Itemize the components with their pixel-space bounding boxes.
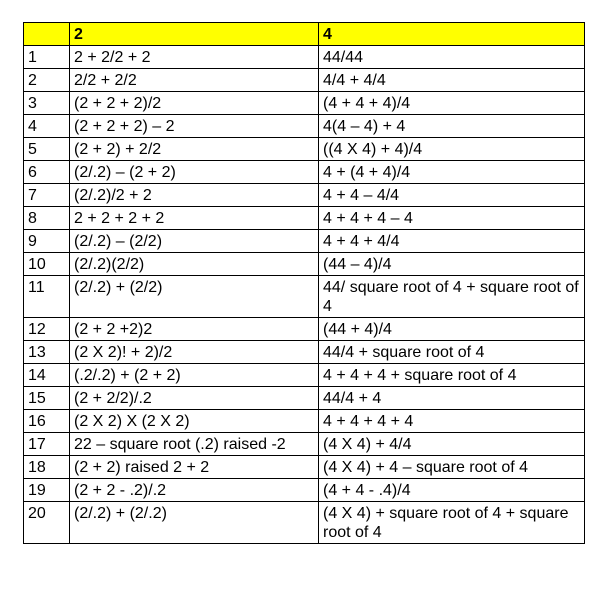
row-number-cell: 12: [24, 318, 70, 341]
two-expression-cell: (2 + 2 + 2)/2: [70, 92, 319, 115]
four-expression-cell: (4 X 4) + 4/4: [319, 433, 585, 456]
four-expression-cell: 4 + 4 + 4 – 4: [319, 207, 585, 230]
table-row: [24, 230, 585, 253]
two-expression-cell: (2 + 2) raised 2 + 2: [70, 456, 319, 479]
row-number-cell: 10: [24, 253, 70, 276]
two-expression-cell: (2 X 2) X (2 X 2): [70, 410, 319, 433]
table-row: [24, 276, 585, 318]
two-expression-cell: (2 + 2 + 2) – 2: [70, 115, 319, 138]
row-number-cell: 20: [24, 502, 70, 544]
two-expression-cell: (2 X 2)! + 2)/2: [70, 341, 319, 364]
four-expression-cell: 44/4 + square root of 4: [319, 341, 585, 364]
expressions-table: [23, 22, 585, 544]
two-expression-cell: (2 + 2 - .2)/.2: [70, 479, 319, 502]
table-row: [24, 92, 585, 115]
four-expression-cell: 4 + 4 + 4/4: [319, 230, 585, 253]
table-row: [24, 364, 585, 387]
row-number-cell: 2: [24, 69, 70, 92]
table-row: [24, 502, 585, 544]
row-number-cell: 16: [24, 410, 70, 433]
table-row: [24, 318, 585, 341]
two-expression-cell: (2/.2) + (2/2): [70, 276, 319, 318]
four-expression-cell: (4 X 4) + square root of 4 + square root of 4: [319, 502, 585, 544]
table-row: [24, 479, 585, 502]
header-number: [24, 23, 70, 46]
four-expression-cell: (4 X 4) + 4 – square root of 4: [319, 456, 585, 479]
two-expression-cell: (2 + 2/2)/.2: [70, 387, 319, 410]
table-row: [24, 410, 585, 433]
two-expression-cell: (2/.2)/2 + 2: [70, 184, 319, 207]
four-expression-cell: 44/44: [319, 46, 585, 69]
row-number-cell: 19: [24, 479, 70, 502]
row-number-cell: 14: [24, 364, 70, 387]
four-expression-cell: 4 + 4 + 4 + 4: [319, 410, 585, 433]
four-expression-cell: 44/4 + 4: [319, 387, 585, 410]
table-row: [24, 138, 585, 161]
two-expression-cell: (2/.2) + (2/.2): [70, 502, 319, 544]
row-number-cell: 7: [24, 184, 70, 207]
two-expression-cell: (2 + 2) + 2/2: [70, 138, 319, 161]
four-expression-cell: 4/4 + 4/4: [319, 69, 585, 92]
four-expression-cell: 4 + 4 + 4 + square root of 4: [319, 364, 585, 387]
two-expression-cell: 22 – square root (.2) raised -2: [70, 433, 319, 456]
row-number-cell: 3: [24, 92, 70, 115]
table-row: [24, 341, 585, 364]
four-expression-cell: (44 – 4)/4: [319, 253, 585, 276]
four-expression-cell: 4 + (4 + 4)/4: [319, 161, 585, 184]
table-row: [24, 387, 585, 410]
table-row: [24, 433, 585, 456]
four-expression-cell: 44/ square root of 4 + square root of 4: [319, 276, 585, 318]
four-expression-cell: (4 + 4 - .4)/4: [319, 479, 585, 502]
row-number-cell: 6: [24, 161, 70, 184]
four-expression-cell: 4(4 – 4) + 4: [319, 115, 585, 138]
row-number-cell: 18: [24, 456, 70, 479]
row-number-cell: 17: [24, 433, 70, 456]
four-expression-cell: ((4 X 4) + 4)/4: [319, 138, 585, 161]
two-expression-cell: 2 + 2/2 + 2: [70, 46, 319, 69]
table-row: [24, 69, 585, 92]
two-expression-cell: (2/.2) – (2 + 2): [70, 161, 319, 184]
two-expression-cell: (2/.2)(2/2): [70, 253, 319, 276]
row-number-cell: 5: [24, 138, 70, 161]
table-row: [24, 115, 585, 138]
table-row: [24, 207, 585, 230]
table-row: [24, 456, 585, 479]
row-number-cell: 15: [24, 387, 70, 410]
row-number-cell: 11: [24, 276, 70, 318]
table-row: [24, 253, 585, 276]
two-expression-cell: (.2/.2) + (2 + 2): [70, 364, 319, 387]
table-body: [24, 46, 585, 544]
row-number-cell: 4: [24, 115, 70, 138]
header-two: 2: [70, 23, 319, 46]
table-row: [24, 46, 585, 69]
row-number-cell: 13: [24, 341, 70, 364]
row-number-cell: 9: [24, 230, 70, 253]
row-number-cell: 1: [24, 46, 70, 69]
row-number-cell: 8: [24, 207, 70, 230]
two-expression-cell: 2 + 2 + 2 + 2: [70, 207, 319, 230]
header-four: 4: [319, 23, 585, 46]
four-expression-cell: 4 + 4 – 4/4: [319, 184, 585, 207]
header-row: [24, 23, 585, 46]
two-expression-cell: (2/.2) – (2/2): [70, 230, 319, 253]
table-row: [24, 161, 585, 184]
four-expression-cell: (44 + 4)/4: [319, 318, 585, 341]
two-expression-cell: 2/2 + 2/2: [70, 69, 319, 92]
four-expression-cell: (4 + 4 + 4)/4: [319, 92, 585, 115]
table-row: [24, 184, 585, 207]
two-expression-cell: (2 + 2 +2)2: [70, 318, 319, 341]
